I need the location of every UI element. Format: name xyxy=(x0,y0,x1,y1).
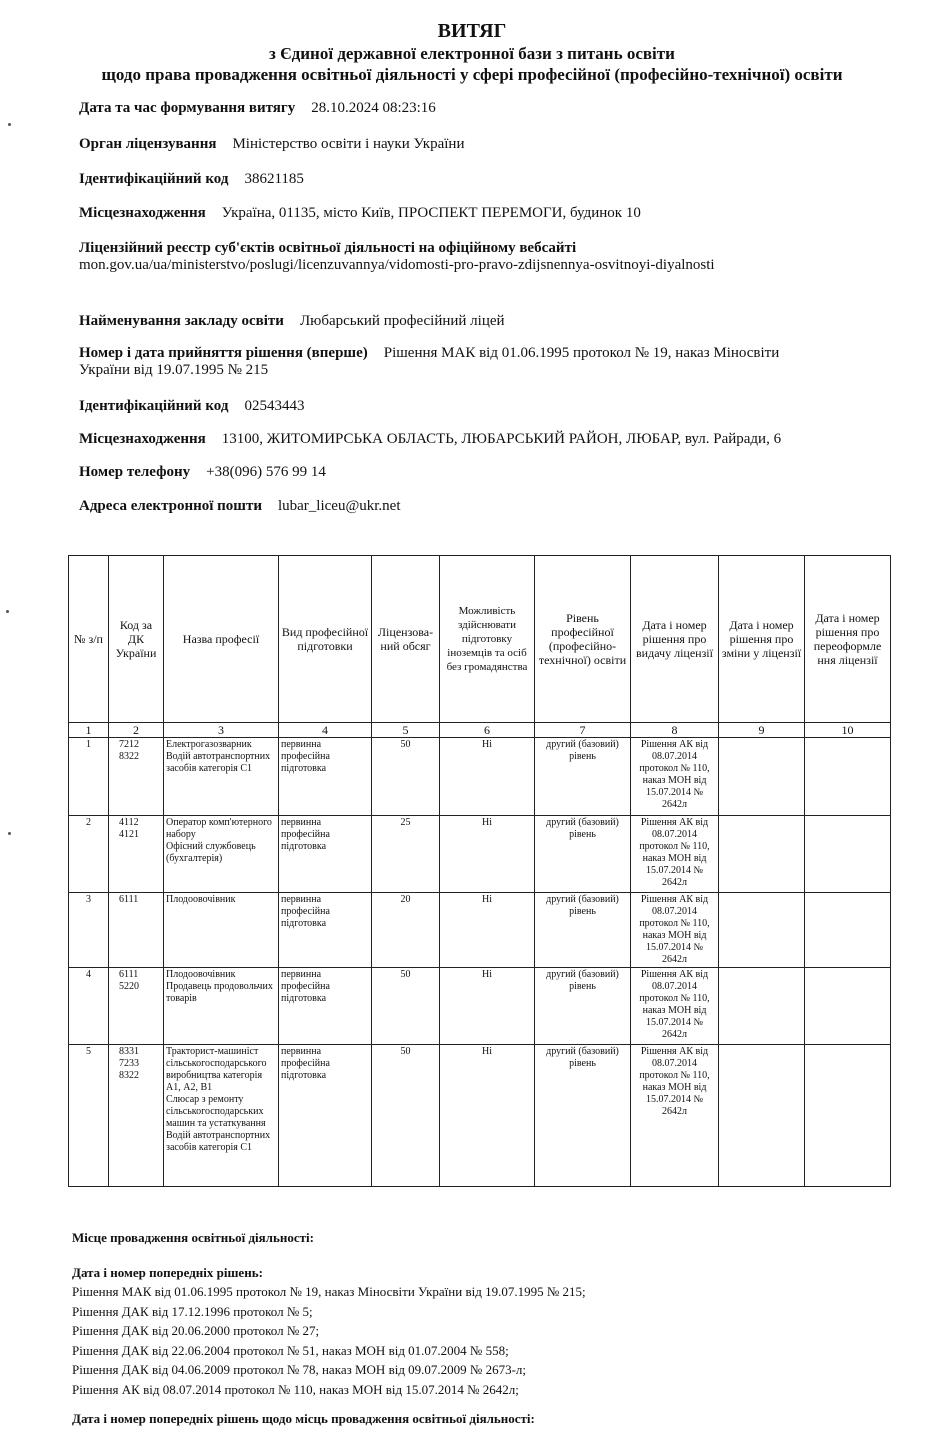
change-decision xyxy=(719,816,805,893)
generation-date-label: Дата та час формування витягу xyxy=(79,100,296,116)
licensing-organ-value: Міністерство освіти і науки України xyxy=(232,136,465,152)
row-number: 2 xyxy=(69,816,109,893)
row-number: 5 xyxy=(69,1045,109,1187)
issue-decision: Рішення АК від 08.07.2014 протокол № 110, наказ МОН від 15.07.2014 № 2642л xyxy=(631,1045,719,1187)
table-row xyxy=(69,968,891,1045)
institution-id-field xyxy=(79,398,304,415)
change-decision xyxy=(719,738,805,816)
table-header-row xyxy=(69,556,891,723)
profession-code: 6111 5220 xyxy=(109,968,164,1045)
licensed-volume: 50 xyxy=(372,1045,440,1187)
row-number: 1 xyxy=(69,738,109,816)
training-kind: первинна професійна підготовка xyxy=(279,893,372,968)
organ-location-label: Місцезнаходження xyxy=(79,205,206,221)
phone-field xyxy=(79,464,326,481)
education-level: другий (базовий) рівень xyxy=(535,968,631,1045)
profession-code: 7212 8322 xyxy=(109,738,164,816)
institution-id-label: Ідентифікаційний код xyxy=(79,398,229,414)
list-item: Рішення ДАК від 20.06.2000 протокол № 27; xyxy=(72,1323,320,1338)
profession-code: 4112 4121 xyxy=(109,816,164,893)
email-value[interactable]: lubar_liceu@ukr.net xyxy=(277,498,401,514)
training-kind: первинна професійна підготовка xyxy=(279,816,372,893)
licensed-volume: 50 xyxy=(372,738,440,816)
col-header-7: Рівень професійної (професійно-технічної) освіти xyxy=(535,556,631,723)
institution-id-value: 02543443 xyxy=(244,398,305,414)
col-header-2: Код за ДК України xyxy=(109,556,164,723)
col-header-6: Можливість здійснювати підготовку іноземців та осіб без громадянства xyxy=(440,556,535,723)
scan-speck xyxy=(6,610,9,613)
scan-speck xyxy=(8,832,11,835)
education-level: другий (базовий) рівень xyxy=(535,893,631,968)
scan-speck xyxy=(8,123,11,126)
profession-name: Електрогазозварник Водій автотранспортних засобів категорія С1 xyxy=(164,738,279,816)
foreign-training: Ні xyxy=(440,1045,535,1187)
col-number: 5 xyxy=(372,723,440,738)
change-decision xyxy=(719,893,805,968)
place-label: Місце провадження освітньої діяльності: xyxy=(72,1230,314,1245)
col-header-3: Назва професії xyxy=(164,556,279,723)
institution-name-value: Любарський професійний ліцей xyxy=(299,313,505,329)
col-header-8: Дата і номер рішення про видачу ліцензії xyxy=(631,556,719,723)
change-decision xyxy=(719,968,805,1045)
licenses-table xyxy=(68,555,891,1187)
training-kind: первинна професійна підготовка xyxy=(279,1045,372,1187)
column-numbers-row xyxy=(69,723,891,738)
email-field xyxy=(79,498,401,515)
reissue-decision xyxy=(805,1045,891,1187)
profession-name: Плодоовочівник xyxy=(164,893,279,968)
education-level: другий (базовий) рівень xyxy=(535,816,631,893)
table-body xyxy=(69,738,891,1187)
licensed-volume: 25 xyxy=(372,816,440,893)
issue-decision: Рішення АК від 08.07.2014 протокол № 110, наказ МОН від 15.07.2014 № 2642л xyxy=(631,738,719,816)
document-subtitle-2: щодо права провадження освітньої діяльності у сфері професійної (професійно-технічної) освіти xyxy=(101,65,843,84)
document-subtitle-1: з Єдиної державної електронної бази з питань освіти xyxy=(269,44,675,63)
issue-decision: Рішення АК від 08.07.2014 протокол № 110, наказ МОН від 15.07.2014 № 2642л xyxy=(631,968,719,1045)
first-decision-cont: України від 19.07.1995 № 215 xyxy=(79,362,269,378)
generation-date-field xyxy=(79,100,436,117)
col-header-10: Дата і номер рішення про переоформле ння ліцензії xyxy=(805,556,891,723)
registry-url[interactable]: mon.gov.ua/ua/ministerstvo/poslugi/licenzuvannya/vidomosti-pro-pravo-zdijsnennya-osvitnoyi-diyalnosti xyxy=(79,257,715,273)
organ-id-value: 38621185 xyxy=(244,171,304,187)
licensed-volume: 50 xyxy=(372,968,440,1045)
col-header-1: № з/п xyxy=(69,556,109,723)
table-row xyxy=(69,738,891,816)
profession-code: 8331 7233 8322 xyxy=(109,1045,164,1187)
document-title: ВИТЯГ xyxy=(437,20,507,42)
institution-location-value: 13100, ЖИТОМИРСЬКА ОБЛАСТЬ, ЛЮБАРСЬКИЙ РАЙОН, ЛЮБАР, вул. Райради, 6 xyxy=(221,431,782,447)
col-number: 9 xyxy=(719,723,805,738)
phone-value: +38(096) 576 99 14 xyxy=(206,464,326,480)
profession-name: Плодоовочівник Продавець продовольчих товарів xyxy=(164,968,279,1045)
col-number: 1 xyxy=(69,723,109,738)
licensing-organ-label: Орган ліцензування xyxy=(79,136,217,152)
email-label: Адреса електронної пошти xyxy=(79,498,262,514)
list-item: Рішення ДАК від 04.06.2009 протокол № 78, наказ МОН від 09.07.2009 № 2673-л; xyxy=(72,1362,527,1377)
issue-decision: Рішення АК від 08.07.2014 протокол № 110, наказ МОН від 15.07.2014 № 2642л xyxy=(631,893,719,968)
prev-decisions-label: Дата і номер попередніх рішень: xyxy=(72,1265,263,1280)
registry-label: Ліцензійний реєстр суб'єктів освітньої діяльності на офіційному вебсайті xyxy=(79,240,577,256)
training-kind: первинна професійна підготовка xyxy=(279,738,372,816)
change-decision xyxy=(719,1045,805,1187)
foreign-training: Ні xyxy=(440,968,535,1045)
table-row xyxy=(69,893,891,968)
organ-location-value: Україна, 01135, місто Київ, ПРОСПЕКТ ПЕРЕМОГИ, будинок 10 xyxy=(221,205,641,221)
list-item: Рішення АК від 08.07.2014 протокол № 110, наказ МОН від 15.07.2014 № 2642л; xyxy=(72,1381,519,1397)
col-header-5: Ліцензова-ний обсяг xyxy=(372,556,440,723)
generation-date-value: 28.10.2024 08:23:16 xyxy=(311,100,436,116)
reissue-decision xyxy=(805,738,891,816)
first-decision-value: Рішення МАК від 01.06.1995 протокол № 19, наказ Міносвіти xyxy=(383,345,780,361)
table-row xyxy=(69,816,891,893)
row-number: 4 xyxy=(69,968,109,1045)
list-item: Рішення МАК від 01.06.1995 протокол № 19, наказ Міносвіти України від 19.07.1995 № 215; xyxy=(72,1284,586,1299)
profession-name: Оператор комп'ютерного набору Офісний службовець (бухгалтерія) xyxy=(164,816,279,893)
organ-id-field xyxy=(79,171,304,188)
foreign-training: Ні xyxy=(440,738,535,816)
education-level: другий (базовий) рівень xyxy=(535,1045,631,1187)
foreign-training: Ні xyxy=(440,816,535,893)
col-number: 3 xyxy=(164,723,279,738)
table-row xyxy=(69,1045,891,1187)
first-decision-label: Номер і дата прийняття рішення (вперше) xyxy=(79,345,368,361)
col-number: 4 xyxy=(279,723,372,738)
row-number: 3 xyxy=(69,893,109,968)
col-header-4: Вид професійної підготовки xyxy=(279,556,372,723)
col-header-9: Дата і номер рішення про зміни у ліцензії xyxy=(719,556,805,723)
institution-name-field xyxy=(79,313,505,330)
col-number: 8 xyxy=(631,723,719,738)
organ-id-label: Ідентифікаційний код xyxy=(79,171,229,187)
issue-decision: Рішення АК від 08.07.2014 протокол № 110, наказ МОН від 15.07.2014 № 2642л xyxy=(631,816,719,893)
licensing-organ-field xyxy=(79,136,464,153)
training-kind: первинна професійна підготовка xyxy=(279,968,372,1045)
profession-name: Тракторист-машиніст сільськогосподарського виробництва категорія А1, А2, В1 Слюсар з ремонту сільськогосподарських машин та устаткування Водій автотранспортних засобів категорія С1 xyxy=(164,1045,279,1187)
institution-location-label: Місцезнаходження xyxy=(79,431,206,447)
registry-field xyxy=(79,240,879,274)
reissue-decision xyxy=(805,968,891,1045)
prev-decisions-list xyxy=(72,1282,586,1399)
organ-location-field xyxy=(79,205,641,222)
col-number: 6 xyxy=(440,723,535,738)
profession-code: 6111 xyxy=(109,893,164,968)
institution-location-field xyxy=(79,431,781,448)
foreign-training: Ні xyxy=(440,893,535,968)
prev-places-label: Дата і номер попередніх рішень щодо місць провадження освітньої діяльності: xyxy=(72,1411,535,1426)
institution-name-label: Найменування закладу освіти xyxy=(79,313,284,329)
list-item: Рішення ДАК від 22.06.2004 протокол № 51, наказ МОН від 01.07.2004 № 558; xyxy=(72,1342,509,1358)
first-decision-field xyxy=(79,345,779,362)
col-number: 2 xyxy=(109,723,164,738)
col-number: 7 xyxy=(535,723,631,738)
reissue-decision xyxy=(805,816,891,893)
col-number: 10 xyxy=(805,723,891,738)
education-level: другий (базовий) рівень xyxy=(535,738,631,816)
phone-label: Номер телефону xyxy=(79,464,191,480)
licensed-volume: 20 xyxy=(372,893,440,968)
reissue-decision xyxy=(805,893,891,968)
list-item: Рішення ДАК від 17.12.1996 протокол № 5; xyxy=(72,1303,313,1319)
